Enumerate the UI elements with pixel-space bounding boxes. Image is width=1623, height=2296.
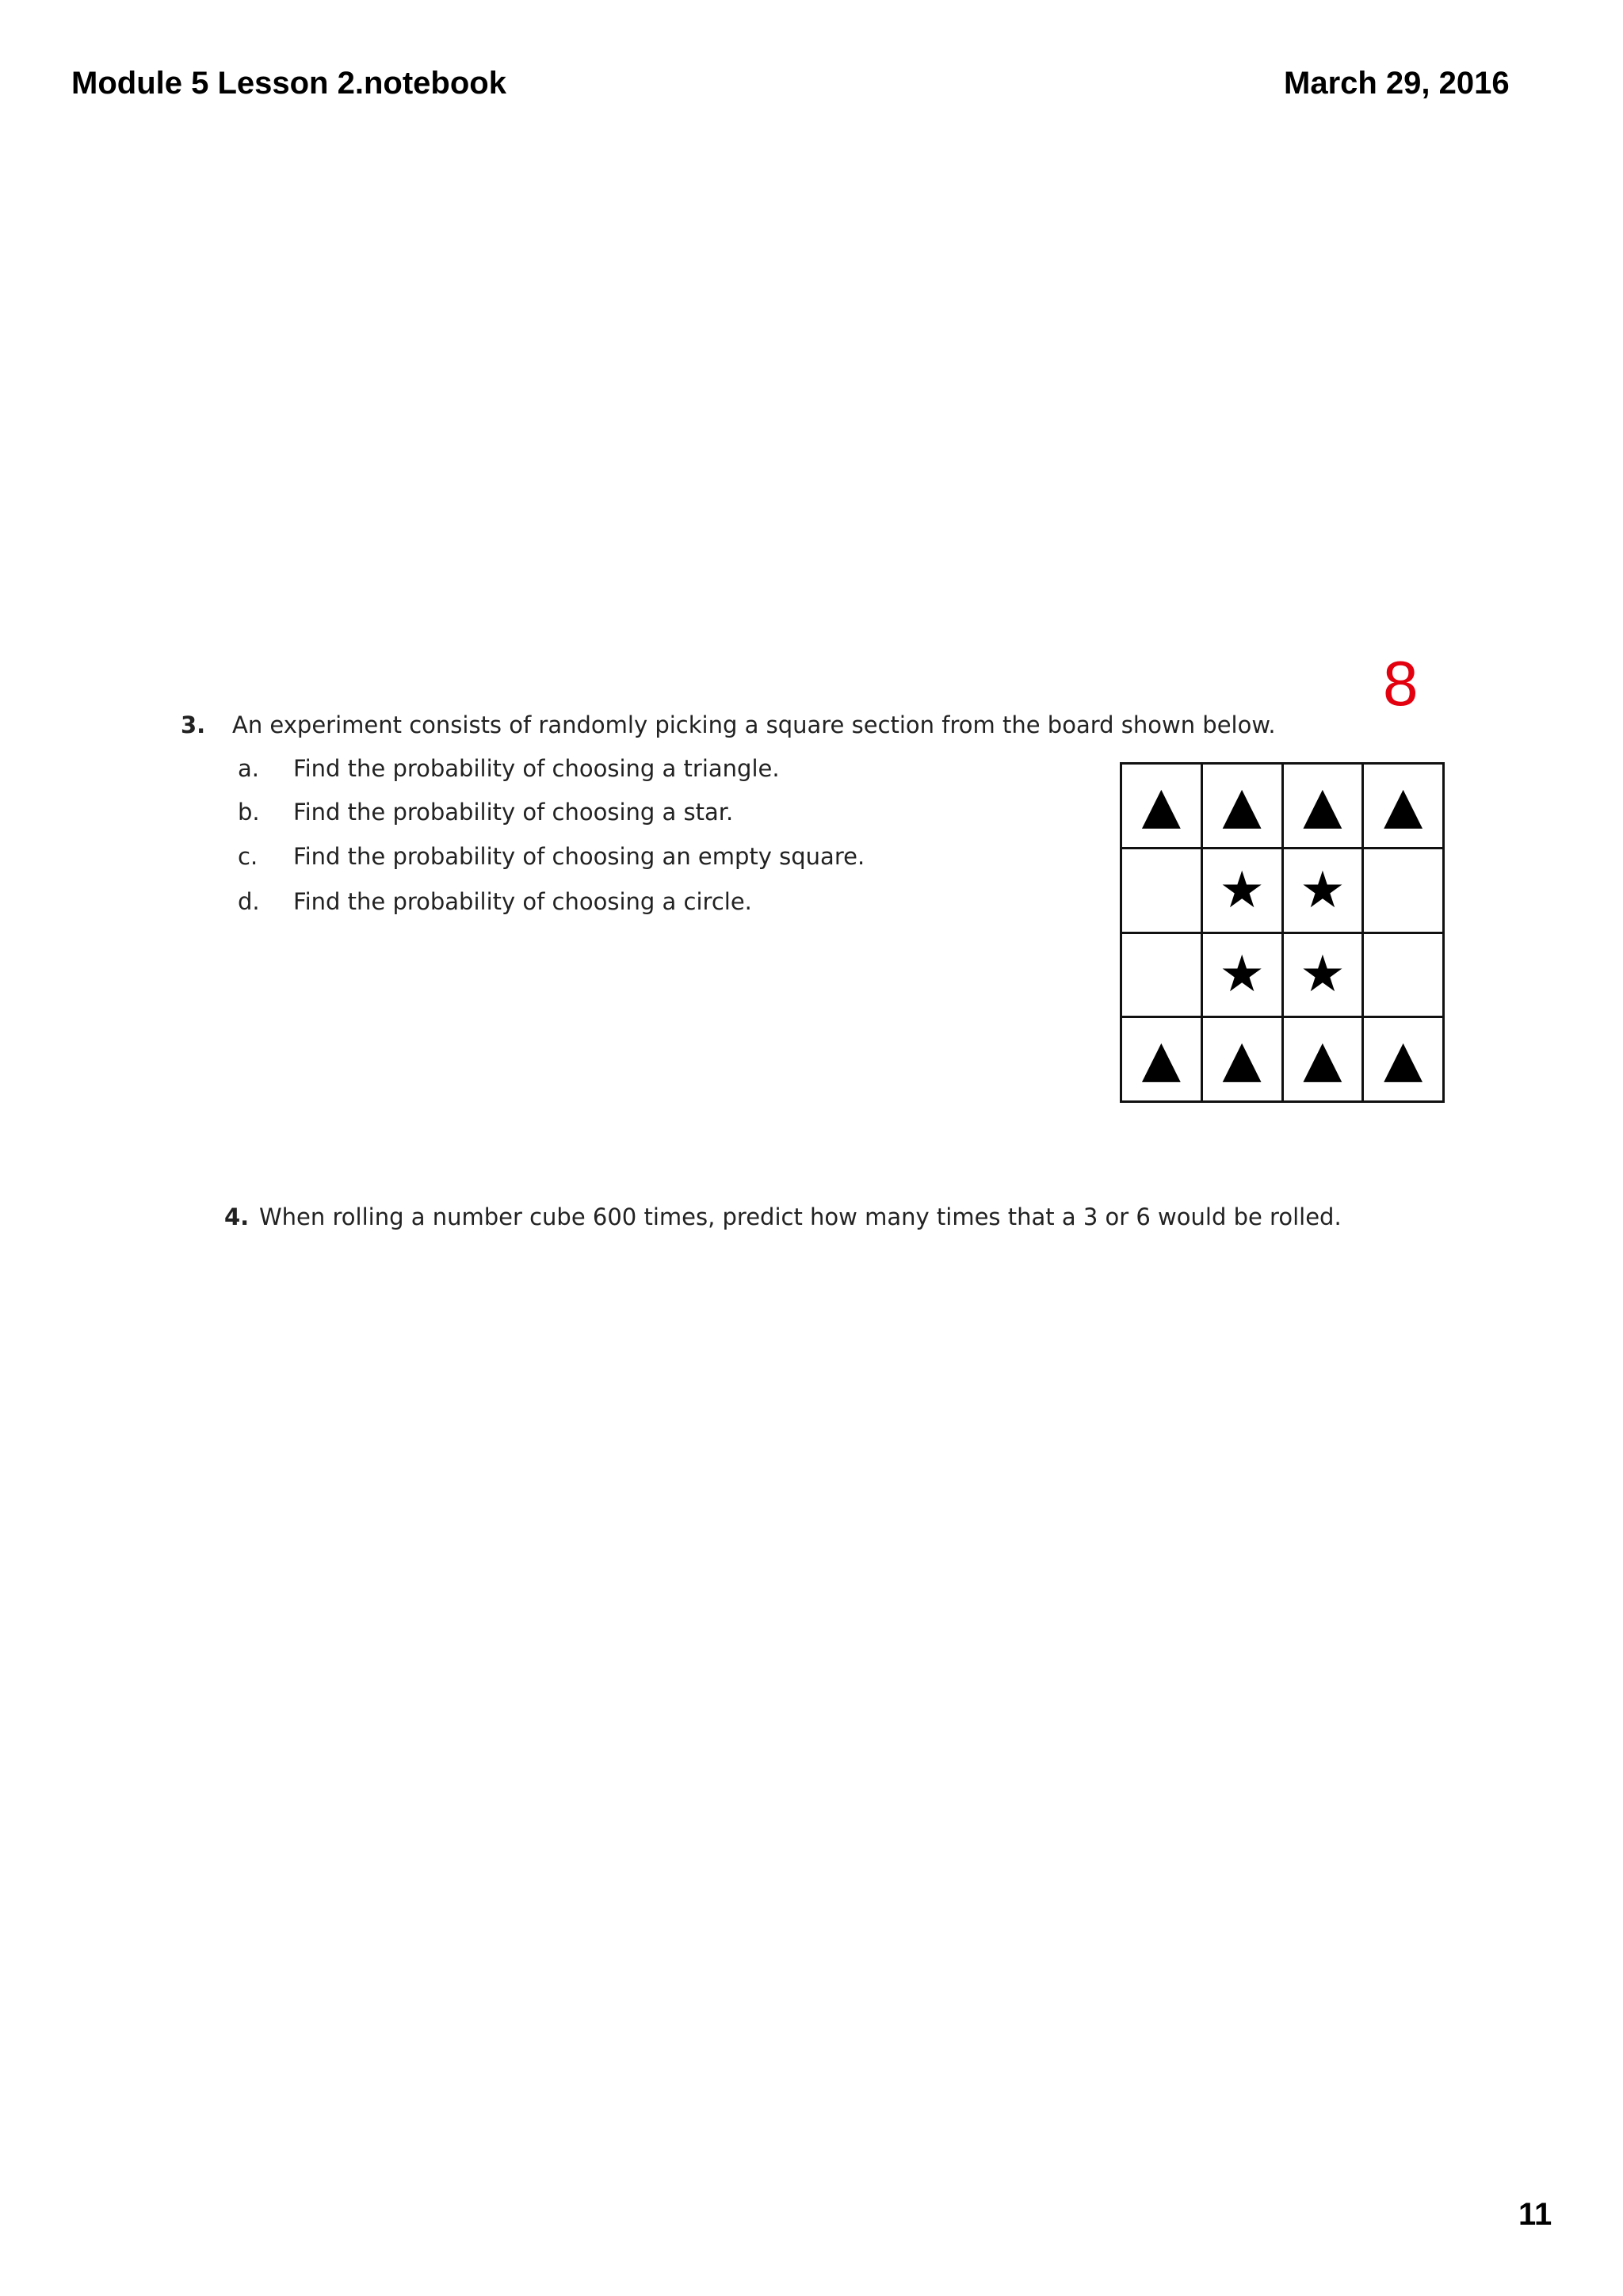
- notebook-date: March 29, 2016: [1284, 66, 1510, 101]
- board-cell-triangle: [1121, 1017, 1202, 1102]
- question-4-text: When rolling a number cube 600 times, predict how many times that a 3 or 6 would be rolled.: [259, 1203, 1342, 1230]
- question-3-part-b-text: Find the probability of choosing a star.: [293, 799, 734, 826]
- board-cell-star: [1282, 933, 1363, 1017]
- star-icon: ★: [1300, 945, 1346, 1005]
- star-icon: ★: [1300, 860, 1346, 920]
- board-cell-empty: [1363, 933, 1444, 1017]
- board-row: [1121, 933, 1444, 1017]
- question-3-part-c-text: Find the probability of choosing an empty square.: [293, 843, 865, 870]
- question-3-part-c-letter: c.: [238, 843, 258, 870]
- board-cell-triangle: [1363, 1017, 1444, 1102]
- board-cell-triangle: [1363, 764, 1444, 849]
- board-row: [1121, 764, 1444, 849]
- board-cell-triangle: [1282, 1017, 1363, 1102]
- question-3-part-b-letter: b.: [238, 799, 260, 826]
- triangle-icon: ▲: [1384, 1030, 1423, 1089]
- handwritten-annotation: 8: [1383, 648, 1419, 719]
- notebook-title: Module 5 Lesson 2.notebook: [71, 66, 506, 101]
- triangle-icon: ▲: [1384, 776, 1423, 835]
- board-cell-triangle: [1201, 764, 1282, 849]
- board-cell-triangle: [1121, 764, 1202, 849]
- question-3-text: An experiment consists of randomly picking a square section from the board shown below.: [232, 711, 1276, 738]
- question-3-number: 3.: [181, 711, 206, 738]
- star-icon: ★: [1219, 860, 1265, 920]
- question-3-part-a-text: Find the probability of choosing a triangle.: [293, 755, 780, 782]
- question-3-part-d-text: Find the probability of choosing a circle.: [293, 888, 752, 915]
- star-icon: ★: [1219, 945, 1265, 1005]
- triangle-icon: ▲: [1222, 776, 1262, 835]
- triangle-icon: ▲: [1303, 1030, 1342, 1089]
- question-4-number: 4.: [224, 1203, 250, 1230]
- board-cell-empty: [1363, 848, 1444, 933]
- question-3-part-d-letter: d.: [238, 888, 260, 915]
- board-cell-triangle: [1201, 1017, 1282, 1102]
- probability-board: [1120, 762, 1445, 1103]
- question-3-part-a-letter: a.: [238, 755, 259, 782]
- board-cell-star: [1201, 848, 1282, 933]
- triangle-icon: ▲: [1222, 1030, 1262, 1089]
- board-cell-empty: [1121, 933, 1202, 1017]
- board-cell-empty: [1121, 848, 1202, 933]
- board-row: [1121, 1017, 1444, 1102]
- page-number: 11: [1518, 2197, 1552, 2232]
- triangle-icon: ▲: [1303, 776, 1342, 835]
- board-cell-star: [1282, 848, 1363, 933]
- board-cell-star: [1201, 933, 1282, 1017]
- triangle-icon: ▲: [1141, 1030, 1181, 1089]
- triangle-icon: ▲: [1141, 776, 1181, 835]
- board-cell-triangle: [1282, 764, 1363, 849]
- board-row: [1121, 848, 1444, 933]
